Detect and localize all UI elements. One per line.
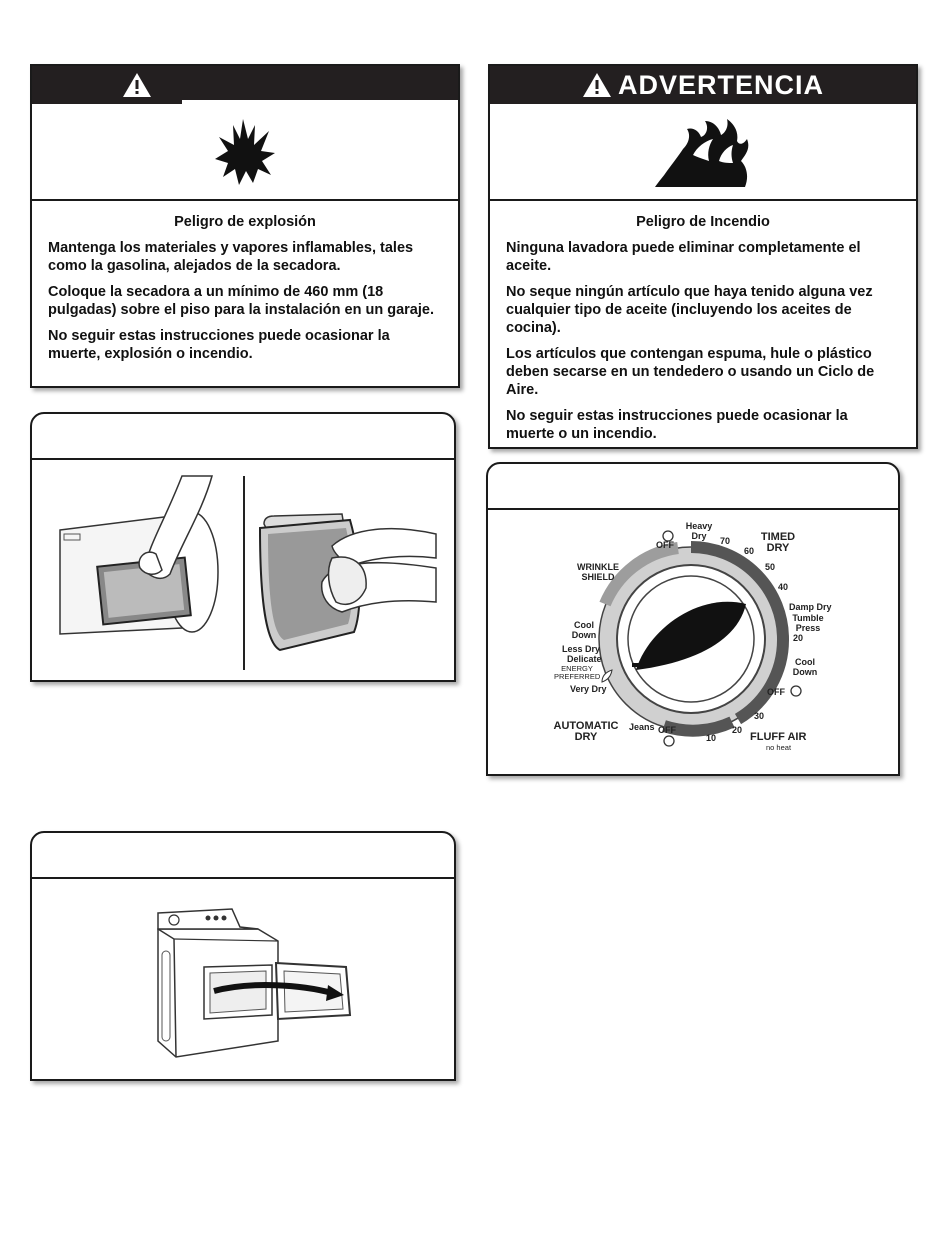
fire-pictogram [490, 104, 916, 201]
dial-label-no-heat: no heat [766, 743, 792, 752]
dial-label-off-top: OFF [656, 540, 674, 550]
explosion-warning-box [30, 64, 460, 388]
dial-label-energy-preferred: ENERGY PREFERRED [554, 664, 601, 681]
warning-title: Peligro de Incendio [636, 214, 770, 230]
lint-screen-panel [30, 412, 456, 682]
dial-label-timed-dry: TIMED DRY [760, 531, 796, 554]
warning-header [490, 66, 916, 104]
panel-header [32, 414, 454, 460]
explosion-warning-text [32, 201, 458, 363]
dial-label-70: 70 [720, 536, 731, 546]
warning-header [32, 66, 458, 104]
panel-header [32, 833, 454, 879]
warning-paragraph: Coloque la secadora a un mínimo de 460 mm (18 pulgadas) sobre el piso para la instalación en un garaje. [48, 284, 434, 318]
warning-triangle-icon [122, 72, 152, 98]
fire-warning-box [488, 64, 918, 449]
fire-icon [653, 115, 753, 189]
warning-paragraph: Los artículos que contengan espuma, hule o plástico deben secarse en un tendedero o usando un Ciclo de Aire. [506, 346, 875, 398]
lint-screen-illustration [32, 462, 454, 680]
dial-label-cool-down-left: Cool Down [571, 620, 597, 640]
dial-label-heavy-dry: Heavy Dry [685, 521, 713, 541]
dial-label-50: 50 [765, 562, 776, 572]
warning-paragraph: No seque ningún artículo que haya tenido alguna vez cualquier tipo de aceite (incluyendo los aceites de cocina). [506, 284, 873, 336]
dial-label-fluff-air: FLUFF AIR [750, 731, 807, 743]
warning-paragraph: No seguir estas instrucciones puede ocasionar la muerte, explosión o incendio. [48, 328, 390, 362]
explosion-icon [213, 117, 277, 187]
warning-paragraph: Mantenga los materiales y vapores inflamables, tales como la gasolina, alejados de la secadora. [48, 240, 414, 274]
dryer-door-panel [30, 831, 456, 1081]
dial-label-cool-down-right: Cool Down [792, 657, 818, 677]
cycle-dial-panel [486, 462, 900, 776]
dial-label-30: 30 [754, 711, 765, 721]
warning-triangle-icon [582, 72, 612, 98]
dial-label-less-dry: Less Dry [562, 644, 601, 654]
explosion-pictogram [32, 104, 458, 201]
dial-label-off-right: OFF [767, 687, 785, 697]
dial-label-40: 40 [778, 582, 789, 592]
warning-paragraph: No seguir estas instrucciones puede ocasionar la muerte o un incendio. [506, 408, 848, 442]
dial-label-very-dry: Very Dry [570, 684, 607, 694]
dial-label-jeans: Jeans [629, 722, 655, 732]
dial-label-20b: 20 [732, 725, 743, 735]
dial-label-60: 60 [744, 546, 755, 556]
warning-paragraph: Ninguna lavadora puede eliminar completamente el aceite. [506, 240, 861, 274]
dial-label-damp-dry: Damp Dry [789, 602, 832, 612]
warning-word: ADVERTENCIA [617, 69, 824, 100]
dial-label-automatic-dry: AUTOMATIC DRY [553, 720, 619, 743]
dial-label-20a: 20 [793, 633, 804, 643]
dial-label-10: 10 [706, 733, 717, 743]
dryer-illustration [32, 881, 454, 1079]
warning-title: Peligro de explosión [174, 214, 316, 230]
dial-label-delicate: Delicate [567, 654, 602, 664]
dial-label-tumble-press: Tumble Press [792, 613, 824, 633]
fire-warning-text [490, 201, 916, 443]
dial-label-wrinkle-shield: WRINKLE SHIELD [577, 562, 619, 582]
dial-label-off-bottom: OFF [658, 725, 676, 735]
